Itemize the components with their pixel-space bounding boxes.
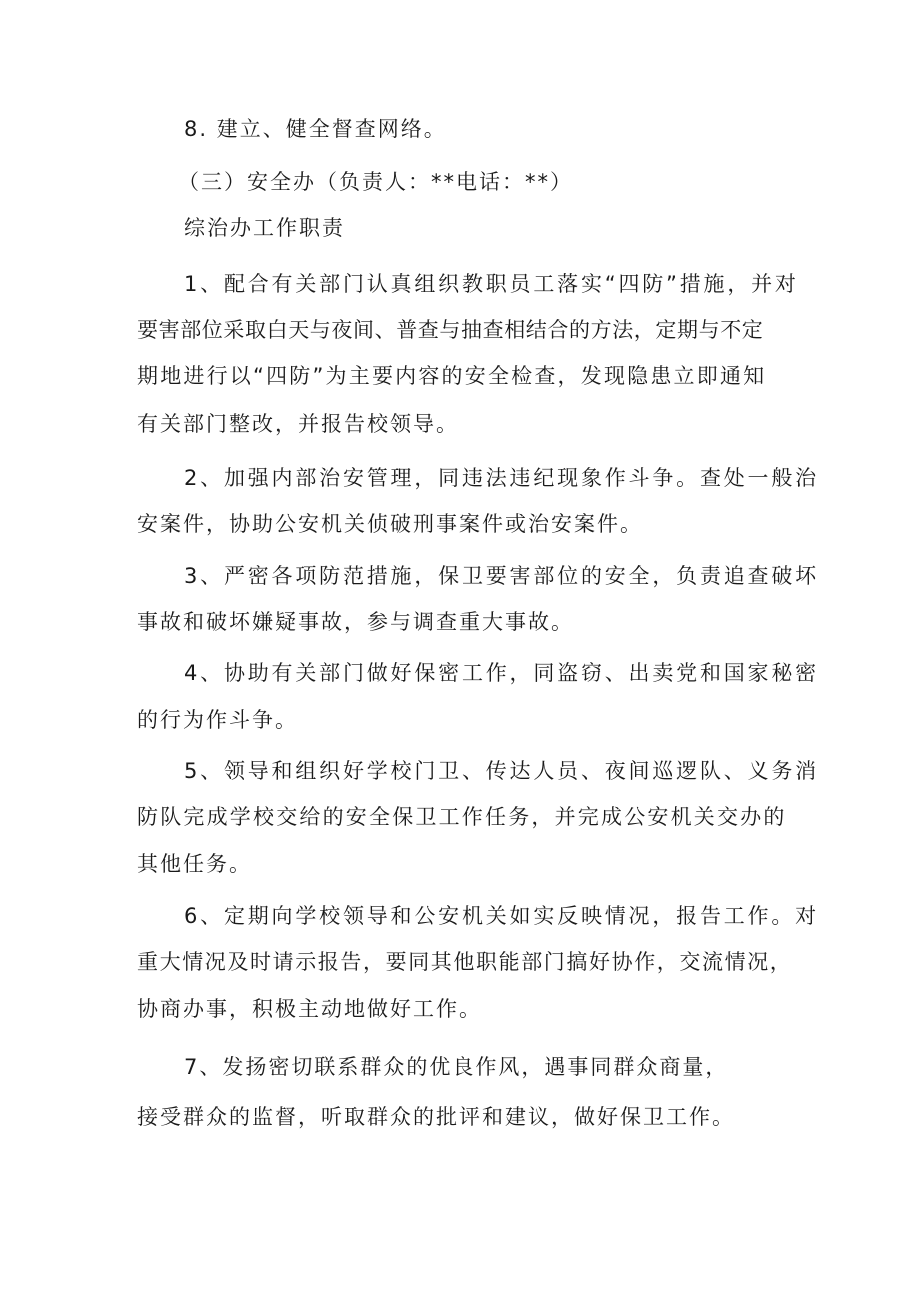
para-6-line-3: 协商办事，积极主动地做好工作。 xyxy=(137,997,482,1021)
para-7-line-2: 接受群众的监督，听取群众的批评和建议，做好保卫工作。 xyxy=(137,1105,735,1129)
para-6-line-2: 重大情况及时请示报告，要同其他职能部门搞好协作，交流情况， xyxy=(137,950,793,974)
section-heading-safety-office: （三）安全办（负责人：**电话：**） xyxy=(178,170,573,194)
para-4-line-1: 4、协助有关部门做好保密工作，同盗窃、出卖党和国家秘密 xyxy=(184,661,819,685)
para-1-line-3: 期地进行以“四防”为主要内容的安全检查，发现隐患立即通知 xyxy=(137,364,767,388)
para-5-line-2: 防队完成学校交给的安全保卫工作任务，并完成公安机关交办的 xyxy=(137,805,787,829)
subheading-duties: 综治办工作职责 xyxy=(184,216,345,240)
para-1-line-1: 1、配合有关部门认真组织教职员工落实“四防”措施，并对 xyxy=(184,272,799,296)
para-2-line-1: 2、加强内部治安管理，同违法违纪现象作斗争。查处一般治 xyxy=(184,466,819,490)
para-3-line-1: 3、严密各项防范措施，保卫要害部位的安全，负责追查破坏 xyxy=(184,564,819,588)
para-5-line-1: 5、领导和组织好学校门卫、传达人员、夜间巡逻队、义务消 xyxy=(184,759,819,783)
para-5-line-3: 其他任务。 xyxy=(137,852,252,876)
para-1-line-2: 要害部位采取白天与夜间、普查与抽查相结合的方法，定期与不定 xyxy=(137,318,764,342)
para-3-line-2: 事故和破坏嫌疑事故，参与调查重大事故。 xyxy=(137,610,574,634)
item-8-line: 8. 建立、健全督查网络。 xyxy=(184,117,447,141)
para-4-line-2: 的行为作斗争。 xyxy=(137,708,298,732)
para-2-line-2: 安案件，协助公安机关侦破刑事案件或治安案件。 xyxy=(137,512,643,536)
para-1-line-4: 有关部门整改，并报告校领导。 xyxy=(137,412,459,436)
para-7-line-1: 7、发扬密切联系群众的优良作风，遇事同群众商量， xyxy=(184,1055,729,1079)
para-6-line-1: 6、定期向学校领导和公安机关如实反映情况，报告工作。对 xyxy=(184,904,819,928)
